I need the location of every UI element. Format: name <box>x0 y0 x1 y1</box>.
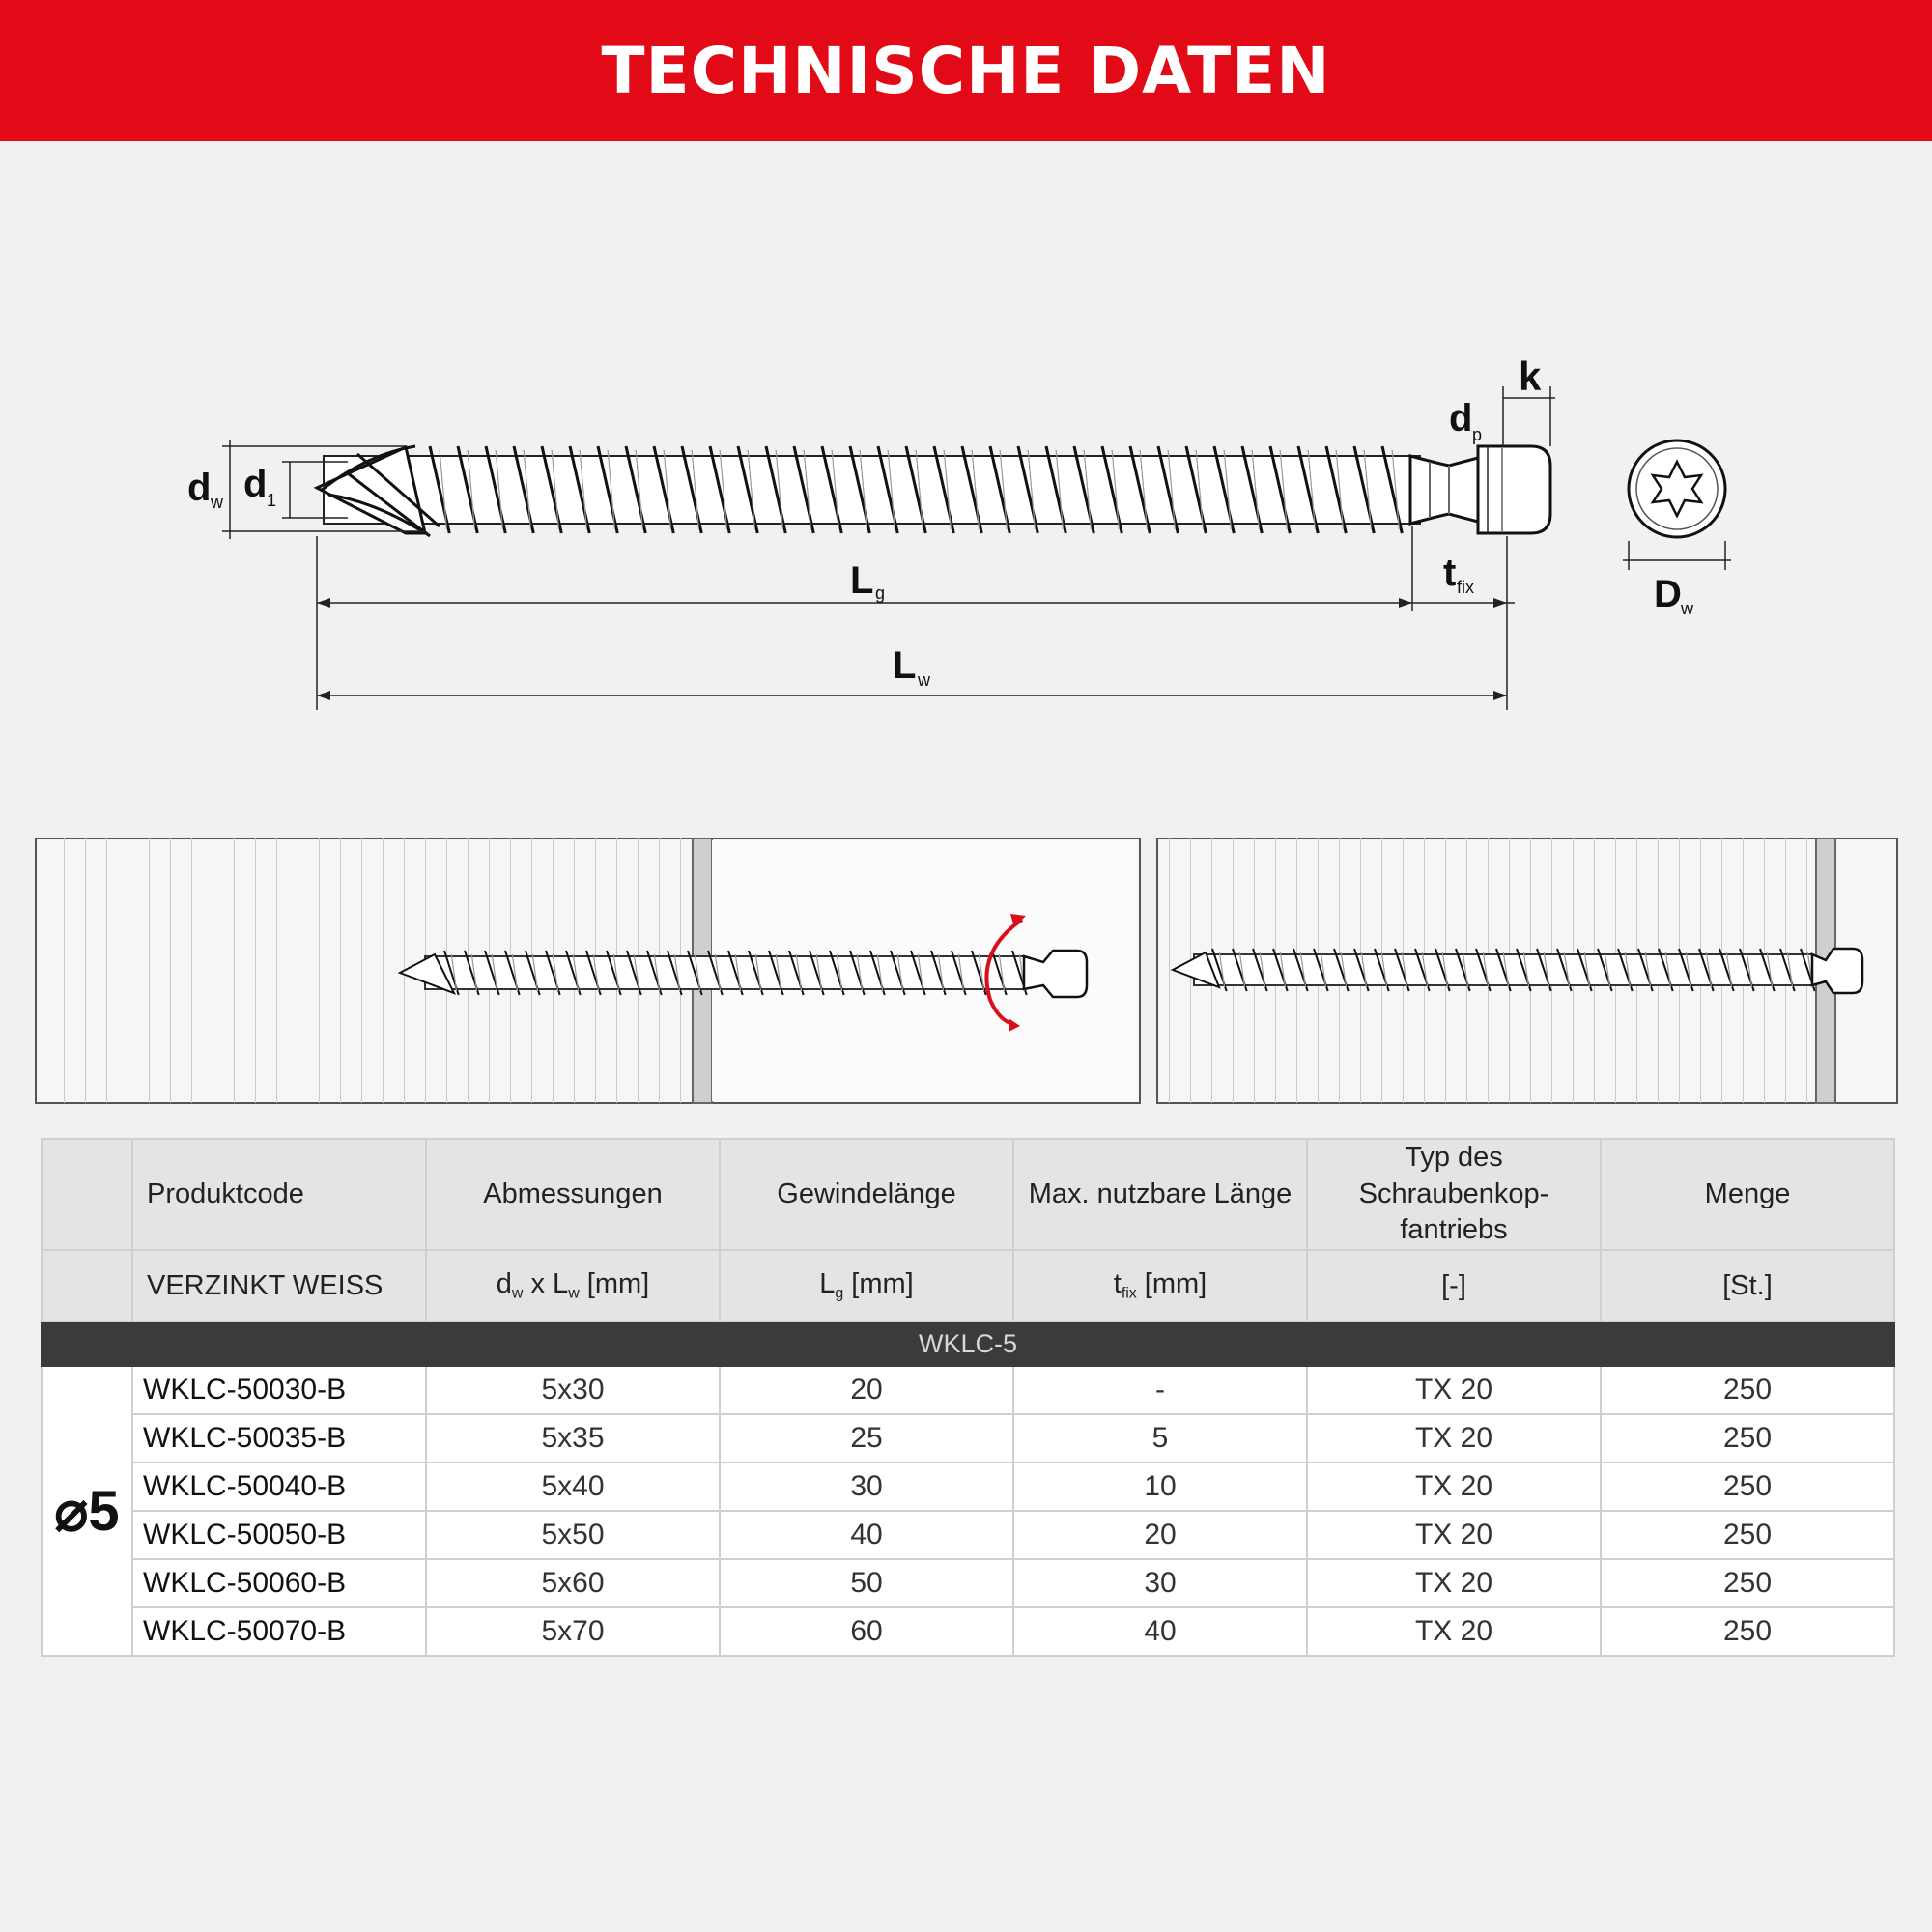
cell-drive-type: TX 20 <box>1307 1511 1601 1559</box>
cell-drive-type: TX 20 <box>1307 1559 1601 1607</box>
unit-thread-length: $L_g$ [mm] <box>720 1250 1013 1321</box>
technical-data-table <box>41 1138 1895 1657</box>
label-dw-sub: w <box>211 493 223 512</box>
header-quantity: Menge <box>1601 1139 1894 1250</box>
header-thread-length: Gewindelänge <box>720 1139 1013 1250</box>
technical-drawing <box>0 141 1932 1107</box>
cell-product-code: WKLC-50035-B <box>132 1414 426 1463</box>
label-d1-sub: 1 <box>267 491 277 510</box>
label-dp-sub: p <box>1472 425 1483 444</box>
cell-thread-length: 40 <box>720 1511 1013 1559</box>
label-Dw-sub: w <box>1681 599 1693 618</box>
table-row <box>42 1366 1894 1414</box>
torx-head-top-view-icon <box>1623 440 1731 570</box>
diameter-label: ⌀5 <box>42 1366 132 1656</box>
cell-drive-type: TX 20 <box>1307 1414 1601 1463</box>
header-dimensions: Abmessungen <box>426 1139 720 1250</box>
cell-drive-type: TX 20 <box>1307 1607 1601 1656</box>
cell-product-code: WKLC-50040-B <box>132 1463 426 1511</box>
header-banner <box>0 0 1932 141</box>
label-lg-sub: g <box>875 583 886 603</box>
series-row <box>42 1321 1894 1366</box>
cell-usable-length: 5 <box>1013 1414 1307 1463</box>
cell-thread-length: 50 <box>720 1559 1013 1607</box>
header-empty-cell <box>42 1139 132 1250</box>
cell-product-code: WKLC-50030-B <box>132 1366 426 1414</box>
cell-usable-length: 10 <box>1013 1463 1307 1511</box>
cell-dimensions: 5x40 <box>426 1463 720 1511</box>
header-drive-type: Typ des Schraubenkop-fantriebs <box>1307 1139 1601 1250</box>
header-product-code: Produktcode <box>132 1139 426 1250</box>
cell-dimensions: 5x50 <box>426 1511 720 1559</box>
label-dw: d <box>187 467 212 509</box>
series-label: WKLC-5 <box>42 1321 1894 1366</box>
cell-thread-length: 30 <box>720 1463 1013 1511</box>
application-image-right <box>1157 838 1897 1103</box>
cell-quantity: 250 <box>1601 1559 1894 1607</box>
table-row <box>42 1607 1894 1656</box>
cell-product-code: WKLC-50060-B <box>132 1559 426 1607</box>
label-lw: L <box>893 644 917 687</box>
unit-dimensions: $d_w$ x $L_w$ [mm] <box>426 1250 720 1321</box>
cell-drive-type: TX 20 <box>1307 1366 1601 1414</box>
cell-dimensions: 5x60 <box>426 1559 720 1607</box>
unit-usable-length: $t_{fix}$ [mm] <box>1013 1250 1307 1321</box>
dimension-lines <box>222 386 1555 710</box>
table-row <box>42 1414 1894 1463</box>
label-tfix: t <box>1443 552 1457 594</box>
cell-thread-length: 60 <box>720 1607 1013 1656</box>
cell-thread-length: 25 <box>720 1414 1013 1463</box>
label-d1: d <box>243 463 268 505</box>
cell-quantity: 250 <box>1601 1366 1894 1414</box>
label-lw-sub: w <box>918 670 930 690</box>
table-unit-row <box>42 1250 1894 1321</box>
cell-quantity: 250 <box>1601 1607 1894 1656</box>
cell-quantity: 250 <box>1601 1414 1894 1463</box>
label-lg: L <box>850 559 874 602</box>
header-usable-length: Max. nutzbare Länge <box>1013 1139 1307 1250</box>
cell-dimensions: 5x30 <box>426 1366 720 1414</box>
unit-finish: VERZINKT WEISS <box>132 1250 426 1321</box>
unit-empty-cell <box>42 1250 132 1321</box>
table-header-row <box>42 1139 1894 1250</box>
label-tfix-sub: fix <box>1457 578 1474 597</box>
unit-quantity: [St.] <box>1601 1250 1894 1321</box>
page-title: TECHNISCHE DATEN <box>601 33 1331 108</box>
cell-usable-length: 30 <box>1013 1559 1307 1607</box>
table-row <box>42 1559 1894 1607</box>
label-dp: d <box>1449 397 1473 440</box>
cell-quantity: 250 <box>1601 1511 1894 1559</box>
unit-drive-type: [-] <box>1307 1250 1601 1321</box>
label-k: k <box>1519 354 1542 399</box>
cell-usable-length: - <box>1013 1366 1307 1414</box>
cell-dimensions: 5x35 <box>426 1414 720 1463</box>
application-image-left <box>36 838 1140 1103</box>
cell-drive-type: TX 20 <box>1307 1463 1601 1511</box>
cell-usable-length: 40 <box>1013 1607 1307 1656</box>
table-row <box>42 1463 1894 1511</box>
cell-product-code: WKLC-50050-B <box>132 1511 426 1559</box>
cell-usable-length: 20 <box>1013 1511 1307 1559</box>
screw-drawing <box>317 446 1550 536</box>
cell-quantity: 250 <box>1601 1463 1894 1511</box>
cell-thread-length: 20 <box>720 1366 1013 1414</box>
label-Dw: D <box>1654 573 1682 615</box>
cell-dimensions: 5x70 <box>426 1607 720 1656</box>
cell-product-code: WKLC-50070-B <box>132 1607 426 1656</box>
table-row <box>42 1511 1894 1559</box>
